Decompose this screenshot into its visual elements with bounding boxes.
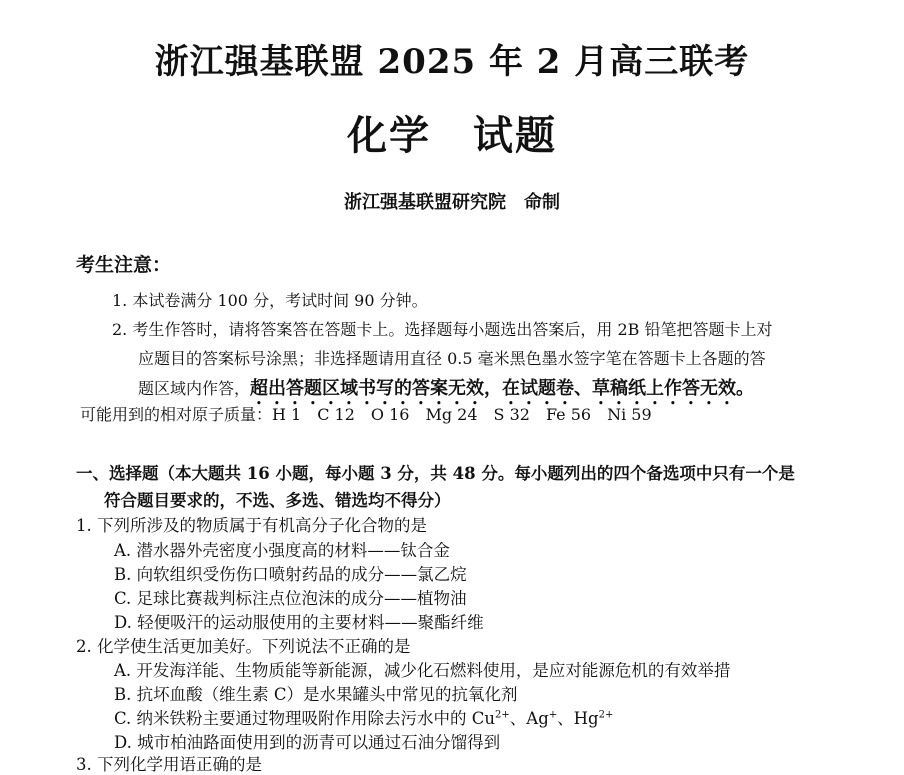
atomic-masses: 可能用到的相对原子质量：H 1 C 12 O 16 Mg 24 S 32 Fe 56 Ni 59	[80, 405, 652, 424]
section-heading-line-1: 一、选择题（本大题共 16 小题，每小题 3 分，共 48 分。每小题列出的四个备选项中只有一个是	[76, 464, 795, 483]
subject-title: 化学 试题	[347, 112, 557, 159]
question-1-option-b: B. 向软组织受伤伤口喷射药品的成分——氯乙烷	[114, 565, 467, 584]
ion-separator: 、Hg	[557, 709, 599, 728]
question-2-stem: 2. 化学使生活更加美好。下列说法不正确的是	[76, 637, 411, 656]
question-2-option-c-text: C. 纳米铁粉主要通过物理吸附作用除去污水中的 Cu	[114, 709, 496, 728]
ion-charge: 2+	[598, 709, 614, 721]
notice-emphasis-text: 超出答题区域书写的答案无效，在试题卷、草稿纸上作答无效。	[250, 378, 755, 399]
question-3-stem: 3. 下列化学用语正确的是	[76, 755, 262, 774]
question-2-option-a: A. 开发海洋能、生物质能等新能源，减少化石燃料使用，是应对能源危机的有效举措	[114, 661, 731, 680]
question-1-option-a: A. 潜水器外壳密度小强度高的材料——钛合金	[114, 541, 450, 560]
question-2-option-c	[114, 705, 613, 729]
notice-item-1: 1. 本试卷满分 100 分，考试时间 90 分钟。	[112, 291, 428, 310]
section-heading-line-2: 符合题目要求的，不选、多选、错选均不得分）	[104, 491, 451, 510]
issuer: 浙江强基联盟研究院 命制	[344, 192, 560, 213]
question-1-option-c: C. 足球比赛裁判标注点位泡沫的成分——植物油	[114, 589, 467, 608]
question-1-option-d: D. 轻便吸汗的运动服使用的主要材料——聚酯纤维	[114, 613, 484, 632]
ion-charge: +	[548, 709, 558, 721]
question-2-option-b: B. 抗坏血酸（维生素 C）是水果罐头中常见的抗氧化剂	[114, 685, 518, 704]
notice-emphasis	[250, 378, 754, 399]
notice-item-2-line-1: 2. 考生作答时，请将答案答在答题卡上。选择题每小题选出答案后，用 2B 铅笔把答题卡上对	[112, 320, 773, 339]
ion-separator: 、Ag	[509, 709, 549, 728]
question-1-stem: 1. 下列所涉及的物质属于有机高分子化合物的是	[76, 516, 427, 535]
question-2-option-d: D. 城市柏油路面使用到的沥青可以通过石油分馏得到	[114, 733, 501, 752]
exam-title: 浙江强基联盟 2025 年 2 月高三联考	[154, 42, 750, 82]
notice-item-2-line-3-prefix: 题区域内作答，	[138, 379, 251, 398]
notice-heading: 考生注意：	[76, 254, 172, 276]
ion-charge: 2+	[495, 709, 510, 721]
notice-item-2-line-2: 应题目的答案标号涂黑；非选择题请用直径 0.5 毫米黑色墨水签字笔在答题卡上各题的答	[138, 349, 766, 368]
